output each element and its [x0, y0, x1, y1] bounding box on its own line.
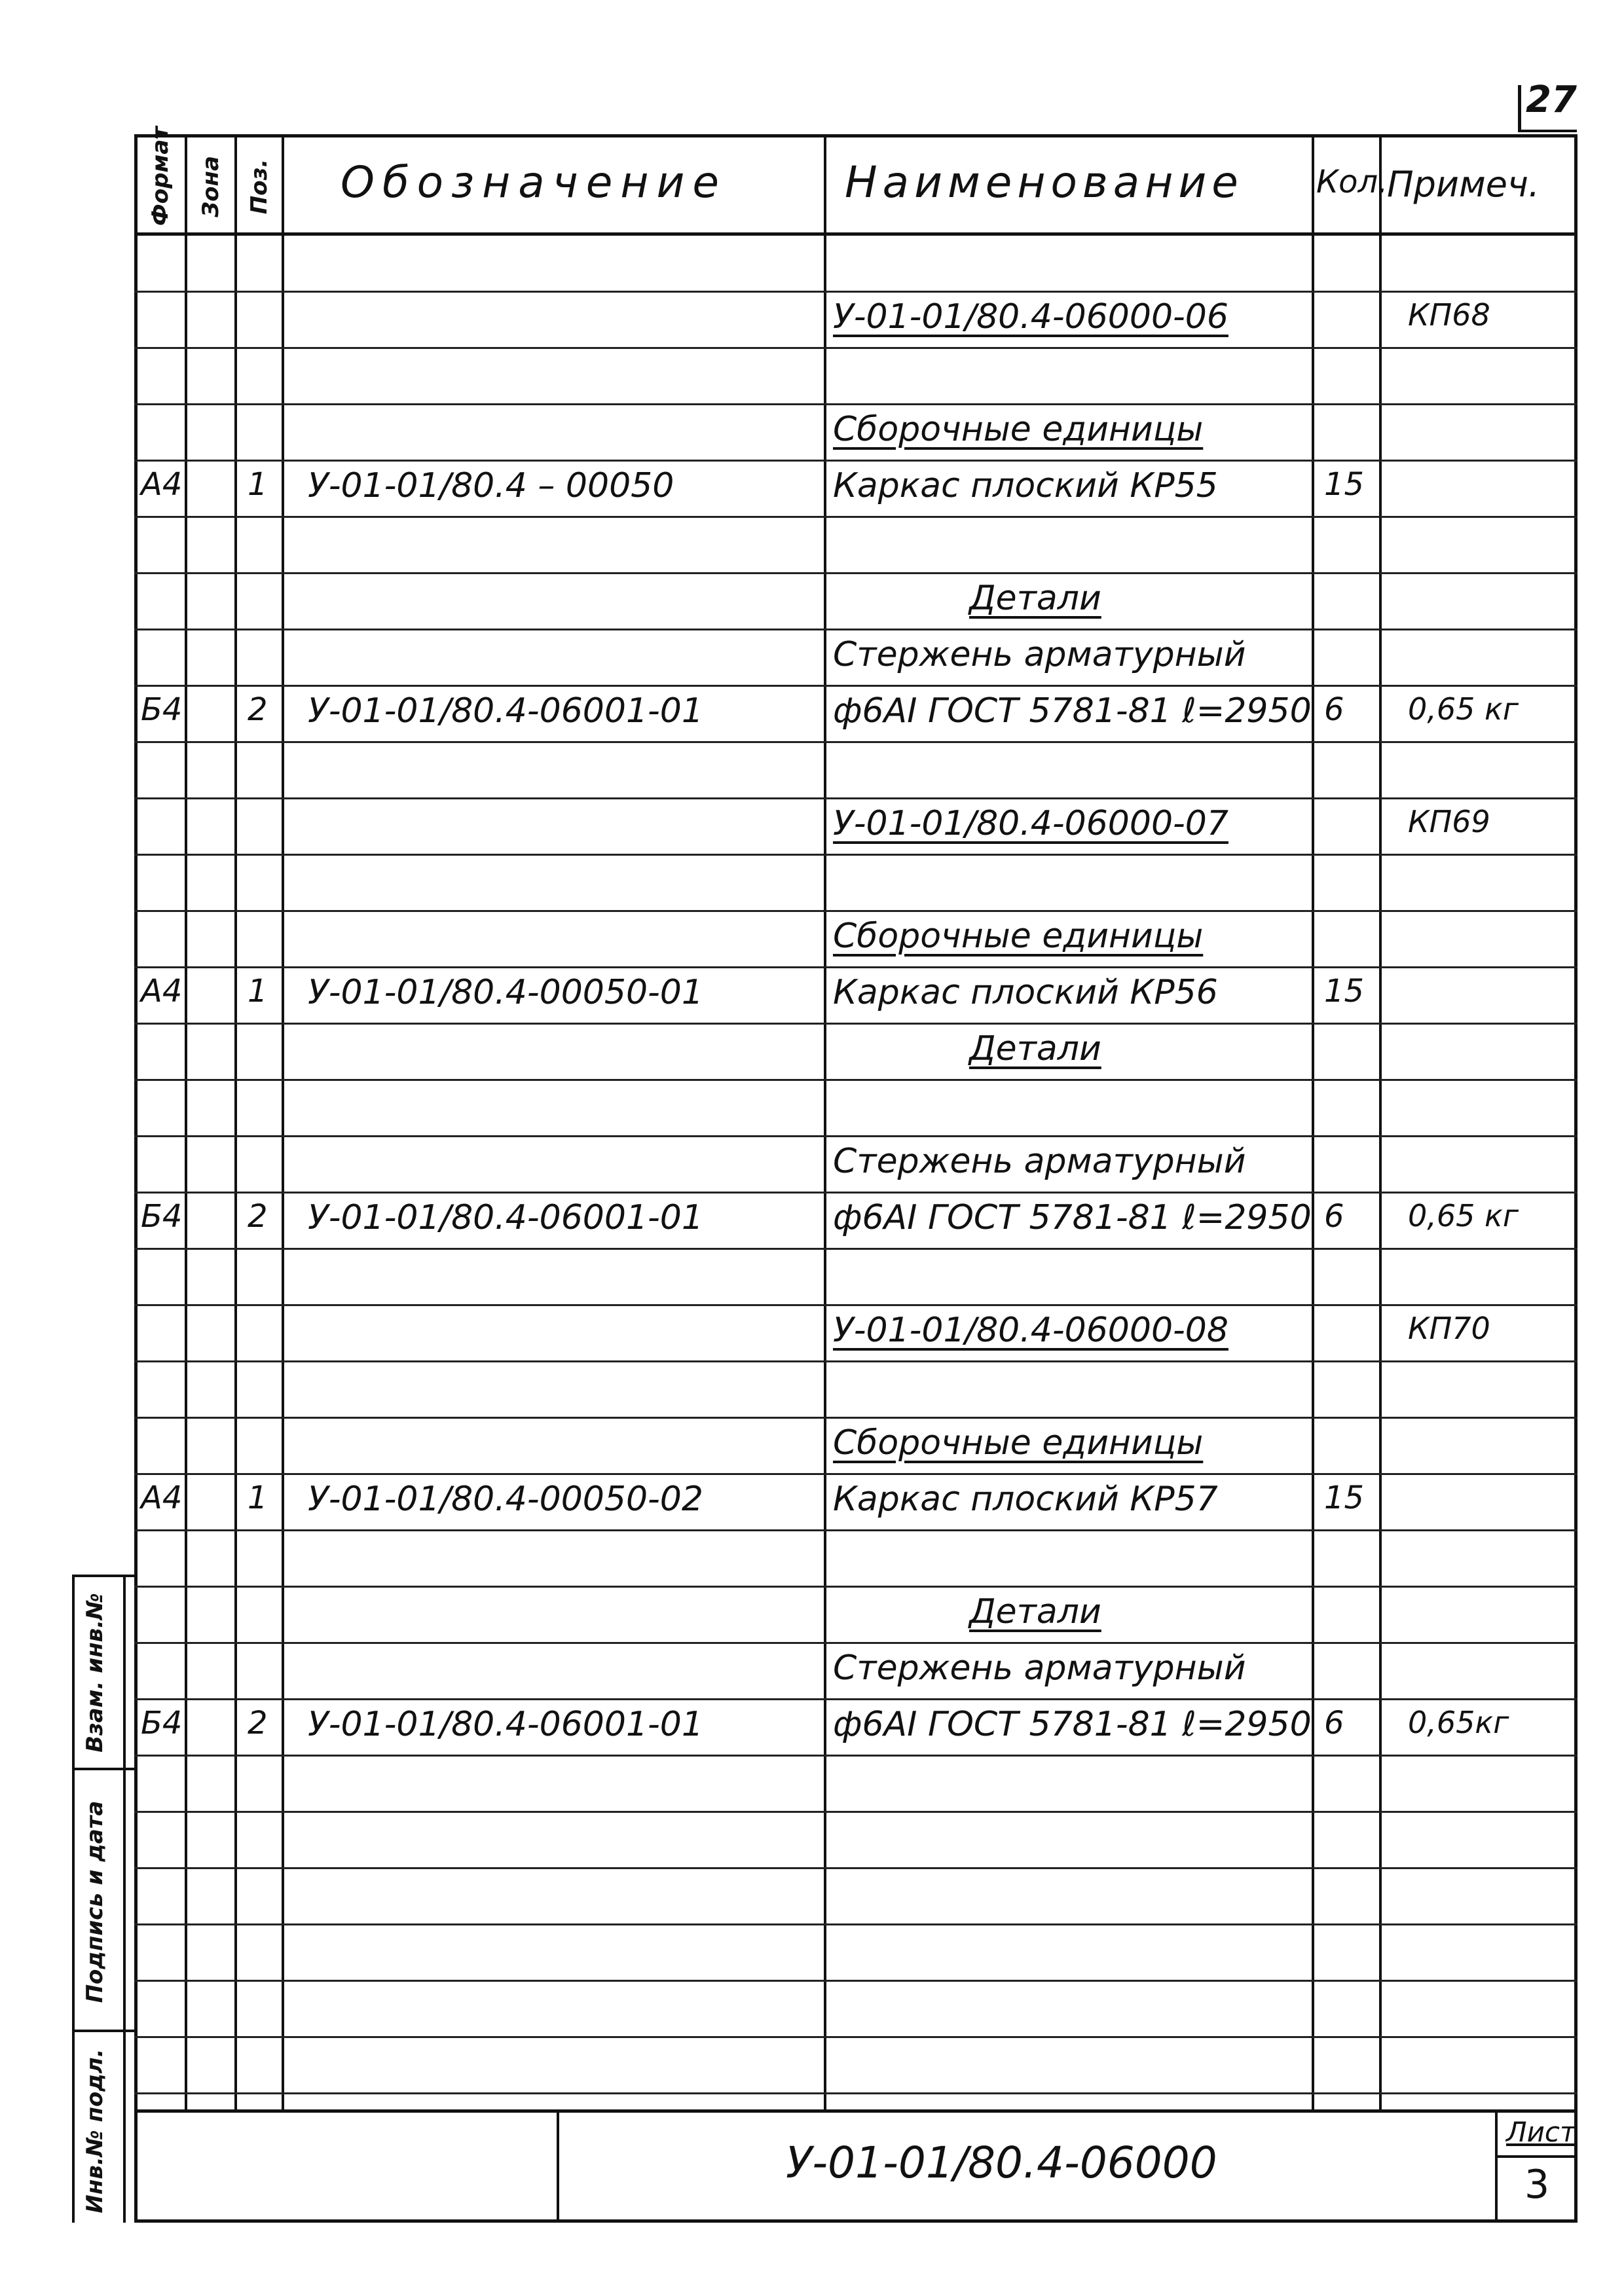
row-line	[134, 685, 1578, 687]
cell-pos: 2	[248, 691, 268, 728]
cell-name: Стержень арматурный	[833, 1649, 1246, 1688]
row-line	[134, 1698, 1578, 1700]
cell-name: Детали	[969, 1029, 1101, 1068]
row-line	[134, 1586, 1578, 1588]
row-line	[134, 291, 1578, 293]
cell-name: Сборочные единицы	[833, 410, 1204, 449]
cell-name: Сборочные единицы	[833, 1423, 1204, 1463]
cell-format: А4	[141, 1480, 183, 1516]
cell-format: А4	[141, 973, 183, 1010]
title-block-top	[134, 2109, 1578, 2113]
cell-format: А4	[141, 466, 183, 503]
document-code: У-01-01/80.4-06000	[786, 2138, 1217, 2188]
frame-top	[134, 134, 1578, 137]
cell-name: Стержень арматурный	[833, 1142, 1246, 1181]
header-name: Наименование	[845, 157, 1244, 208]
title-block-divider	[557, 2109, 559, 2221]
cell-format: Б4	[141, 691, 183, 728]
header-qty: Кол.	[1316, 164, 1388, 200]
cell-designation: У-01-01/80.4-06001-01	[308, 1198, 703, 1237]
row-line	[134, 741, 1578, 743]
side-stamp-replace-inv: Взам. инв.№	[82, 1593, 108, 1753]
header-pos: Поз.	[246, 158, 272, 215]
cell-name: Стержень арматурный	[833, 635, 1246, 674]
cell-designation: У-01-01/80.4 – 00050	[308, 466, 674, 505]
frame-bottom	[134, 2219, 1578, 2223]
col-line-zone	[185, 134, 187, 2111]
cell-note: КП70	[1408, 1311, 1490, 1346]
cell-note: КП69	[1408, 804, 1490, 839]
row-line	[134, 854, 1578, 856]
cell-pos: 2	[248, 1198, 268, 1235]
header-divider	[134, 232, 1578, 236]
col-line-note	[1379, 134, 1382, 2111]
cell-name: Каркас плоский КР56	[833, 973, 1218, 1012]
page-number-text: 27	[1526, 79, 1577, 121]
cell-designation: У-01-01/80.4-00050-02	[308, 1480, 703, 1519]
row-line	[134, 966, 1578, 968]
header-format: Формат	[147, 126, 174, 226]
cell-name: Сборочные единицы	[833, 917, 1204, 956]
cell-designation: У-01-01/80.4-06001-01	[308, 1705, 703, 1744]
row-line	[134, 1529, 1578, 1531]
row-line	[134, 1192, 1578, 1194]
row-line	[134, 910, 1578, 912]
cell-note: 0,65кг	[1408, 1705, 1509, 1740]
row-line	[134, 460, 1578, 462]
row-line	[134, 347, 1578, 349]
col-line-qty	[1312, 134, 1314, 2111]
cell-name: ф6АI ГОСТ 5781-81 ℓ=2950	[833, 1198, 1312, 1237]
cell-name: У-01-01/80.4-06000-08	[833, 1311, 1228, 1350]
row-line	[134, 2092, 1578, 2094]
cell-name: ф6АI ГОСТ 5781-81 ℓ=2950	[833, 691, 1312, 731]
row-line	[134, 1642, 1578, 1644]
cell-qty: 15	[1324, 973, 1365, 1010]
frame-left	[134, 134, 138, 2223]
cell-name: Детали	[969, 1592, 1101, 1631]
col-line-name	[824, 134, 826, 2111]
cell-name: Детали	[969, 579, 1101, 618]
row-line	[134, 572, 1578, 574]
row-line	[134, 1360, 1578, 1362]
cell-pos: 1	[248, 466, 268, 503]
cell-name: У-01-01/80.4-06000-06	[833, 297, 1228, 337]
row-line	[134, 1135, 1578, 1137]
row-line	[134, 1755, 1578, 1757]
col-line-pos	[234, 134, 237, 2111]
header-note: Примеч.	[1387, 164, 1540, 205]
row-line	[134, 1023, 1578, 1025]
cell-note: КП68	[1408, 297, 1490, 333]
cell-qty: 15	[1324, 1480, 1365, 1516]
cell-qty: 6	[1324, 1705, 1344, 1741]
cell-pos: 2	[248, 1705, 268, 1741]
sheet-cell-mid	[1495, 2155, 1576, 2158]
row-line	[134, 1417, 1578, 1419]
cell-designation: У-01-01/80.4-00050-01	[308, 973, 703, 1012]
row-line	[134, 1811, 1578, 1813]
cell-qty: 6	[1324, 1198, 1344, 1235]
row-line	[134, 403, 1578, 405]
sheet-label: Лист	[1506, 2116, 1576, 2148]
cell-qty: 6	[1324, 691, 1344, 728]
cell-name: Каркас плоский КР55	[833, 466, 1218, 505]
col-line-designation	[282, 134, 284, 2111]
cell-name: У-01-01/80.4-06000-07	[833, 804, 1228, 843]
cell-designation: У-01-01/80.4-06001-01	[308, 691, 703, 731]
side-stamp-inv-orig: Инв.№ подл.	[82, 2049, 108, 2214]
header-designation: Обозначение	[341, 157, 727, 208]
row-line	[134, 629, 1578, 630]
row-line	[134, 1079, 1578, 1081]
sheet-number: 3	[1524, 2162, 1550, 2208]
cell-format: Б4	[141, 1705, 183, 1741]
row-line	[134, 2036, 1578, 2038]
cell-format: Б4	[141, 1198, 183, 1235]
side-stamp-left	[72, 1575, 75, 2223]
frame-right	[1574, 134, 1578, 2223]
row-line	[134, 1867, 1578, 1869]
cell-name: ф6АI ГОСТ 5781-81 ℓ=2950	[833, 1705, 1312, 1744]
side-stamp-sign-date: Подпись и дата	[82, 1800, 108, 2003]
row-line	[134, 1248, 1578, 1250]
row-line	[134, 516, 1578, 518]
cell-pos: 1	[248, 973, 268, 1010]
header-zone: Зона	[198, 156, 224, 217]
cell-pos: 1	[248, 1480, 268, 1516]
side-stamp-right	[123, 1575, 126, 2223]
cell-note: 0,65 кг	[1408, 1198, 1519, 1233]
row-line	[134, 797, 1578, 799]
cell-note: 0,65 кг	[1408, 691, 1519, 727]
row-line	[134, 1923, 1578, 1925]
cell-name: Каркас плоский КР57	[833, 1480, 1218, 1519]
row-line	[134, 1304, 1578, 1306]
cell-qty: 15	[1324, 466, 1365, 503]
sheet-cell-left	[1495, 2109, 1498, 2221]
row-line	[134, 1473, 1578, 1475]
row-line	[134, 1980, 1578, 1982]
